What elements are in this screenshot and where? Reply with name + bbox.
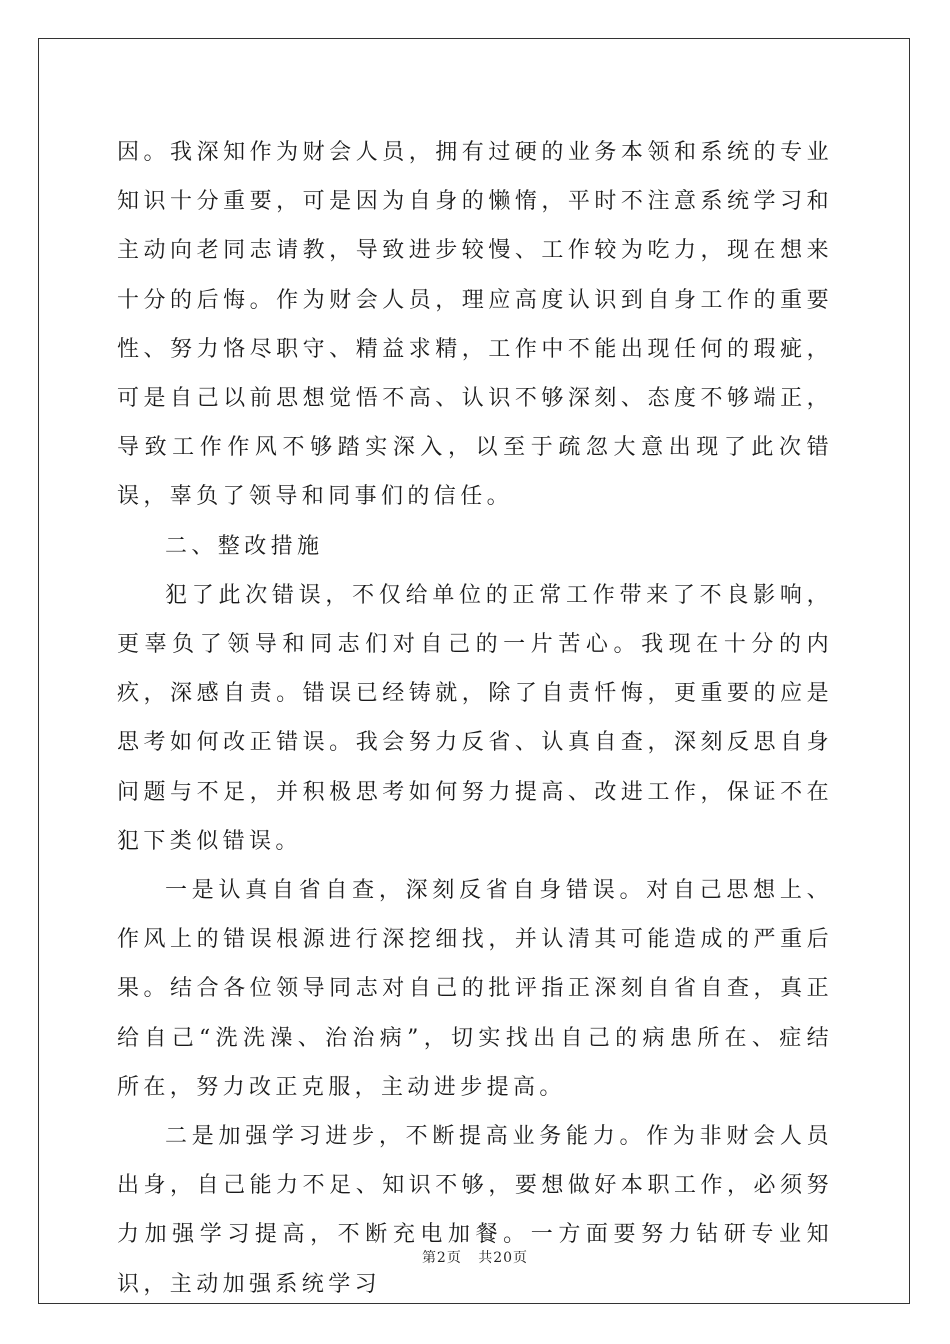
paragraph: 二是加强学习进步，不断提高业务能力。作为非财会人员出身，自己能力不足、知识不够，要想做好本职工作，必须努力加强学习提高，不断充电加餐。一方面要努力钻研专业知识，主动加强系统学习 bbox=[117, 1124, 833, 1297]
paragraph: 一是认真自省自查，深刻反省自身错误。对自己思想上、作风上的错误根源进行深挖细找，并认清其可能造成的严重后果。结合各位领导同志对自己的批评指正深刻自省自查，真正给自己“洗洗澡、治治病”，切实找出自己的病患所在、症结所在，努力改正克服，主动进步提高。 bbox=[117, 878, 833, 1100]
document-body bbox=[117, 128, 833, 1309]
page-total: 共20页 bbox=[478, 1250, 529, 1266]
section-heading: 二、整改措施 bbox=[165, 533, 324, 559]
page-footer bbox=[0, 1247, 950, 1267]
page-number: 第2页 bbox=[421, 1250, 462, 1266]
paragraph: 犯了此次错误，不仅给单位的正常工作带来了不良影响，更辜负了领导和同志们对自己的一片苦心。我现在十分的内疚，深感自责。错误已经铸就，除了自责忏悔，更重要的应是思考如何改正错误。我会努力反省、认真自查，深刻反思自身问题与不足，并积极思考如何努力提高、改进工作，保证不在犯下类似错误。 bbox=[117, 582, 833, 854]
paragraph-continuation: 因。我深知作为财会人员，拥有过硬的业务本领和系统的专业知识十分重要，可是因为自身的懒惰，平时不注意系统学习和主动向老同志请教，导致进步较慢、工作较为吃力，现在想来十分的后悔。作为财会人员，理应高度认识到自身工作的重要性、努力恪尽职守、精益求精，工作中不能出现任何的瑕疵，可是自己以前思想觉悟不高、认识不够深刻、态度不够端正，导致工作作风不够踏实深入，以至于疏忽大意出现了此次错误，辜负了领导和同事们的信任。 bbox=[117, 140, 833, 510]
